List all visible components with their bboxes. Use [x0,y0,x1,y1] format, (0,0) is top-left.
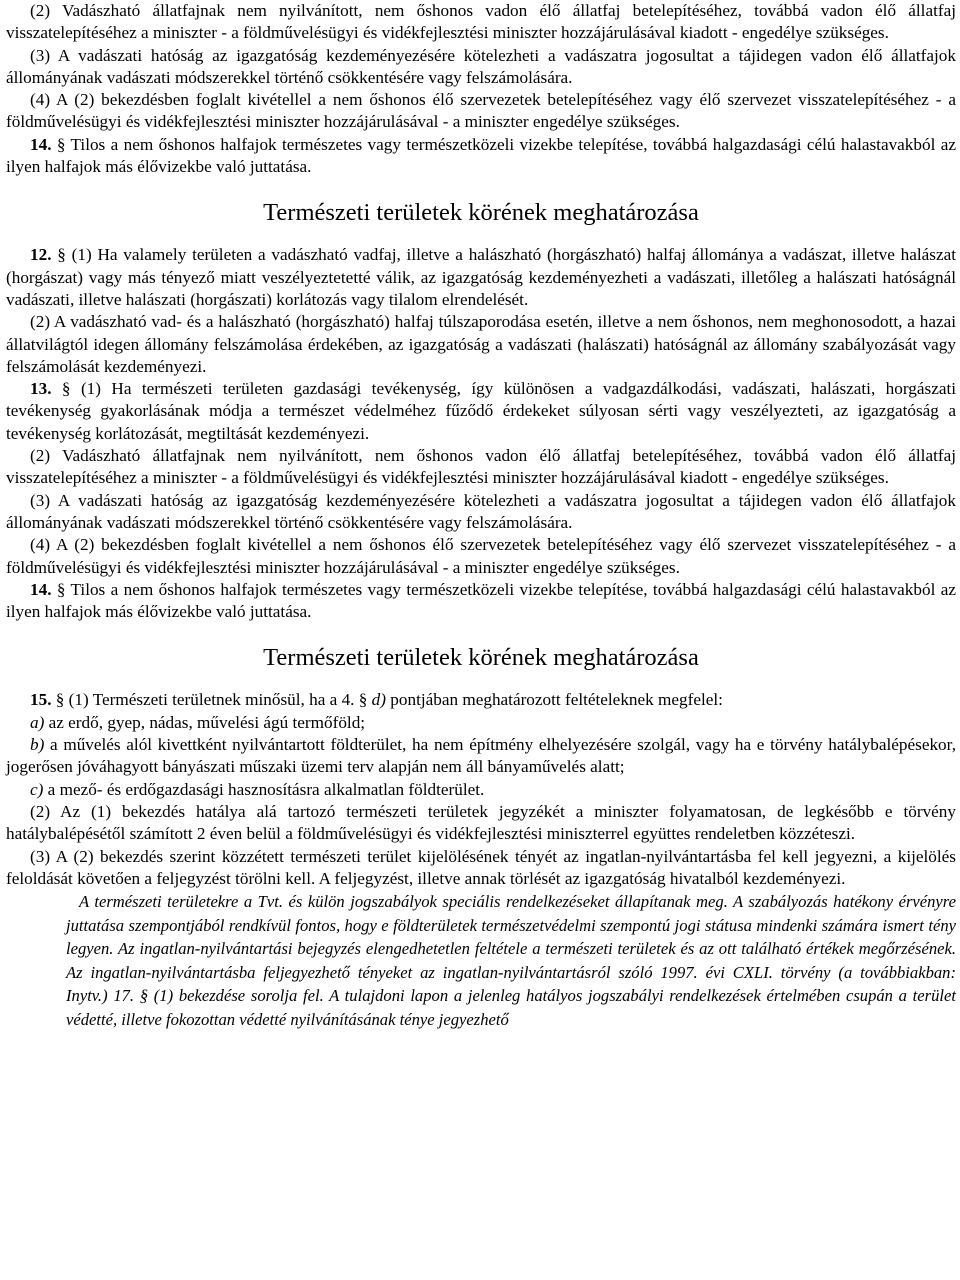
paragraph-b-2: (2) Vadászható állatfajnak nem nyilvánított, nem őshonos vadon élő állatfaj betelepítéséhez, továbbá vadon élő állatfaj visszatelepítéséhez a miniszter - a földművelésügyi és vidékfejlesztési miniszter hozzájárulásával kiadott - engedélye szükséges. [6,446,956,488]
item-marker: b) [30,735,45,755]
paragraph-a-3: (3) A vadászati hatóság az igazgatóság kezdeményezésére kötelezheti a vadászatra jogosultat a tájidegen vadon élő állatfajok állományának vadászati módszerekkel történő csökkentésére vagy felszámolására. [6,45,956,87]
item-text: az erdő, gyep, nádas, művelési ágú termőföld; [44,712,366,732]
section-15-text-before: § (1) Természeti területnek minősül, ha a 4. § [51,690,372,710]
section-12-paragraph-2: (2) A vadászható vad- és a halászható (horgászható) halfaj túlszaporodása esetén, illetve a nem őshonos, nem meghonosodott, a hazai állatvilágtól idegen állomány felszámolása érdekében, az igazgatóság a vadászati (halászati) hatóságnál az állomány szabályozását vagy felszámolását kezdeményezi. [6,312,956,376]
section-14a [6,134,956,179]
section-13 [6,378,956,445]
section-13-text: § (1) Ha természeti területen gazdasági tevékenység, így különösen a vadgazdálkodási, vadászati, halászati, horgászati tevékenység gyakorlásának módja a természet védelméhez fűződő érdekeket súlyosan sérti vagy veszélyezteti, az igazgatóság a tevékenység korlátozását, megtiltását kezdeményezi. [6,379,956,443]
commentary-note [66,890,956,1032]
section-heading-2: Természeti területek körének meghatározása [263,644,699,672]
section-15 [6,689,956,711]
paragraph-b-4: (4) A (2) bekezdésben foglalt kivétellel a nem őshonos élő szervezetek betelepítéséhez vagy élő szervezet visszatelepítéséhez - a földművelésügyi és vidékfejlesztési miniszter hozzájárulásával - a miniszter engedélye szükséges. [6,535,956,577]
section-15-number: 15. [30,690,52,710]
section-14a-text: § Tilos a nem őshonos halfajok természetes vagy természetközeli vizekbe telepítése, továbbá halgazdasági célú halastavakból az ilyen halfajok más élővizekbe való juttatása. [6,134,956,177]
commentary-note-text: A természeti területekre a Tvt. és külön jogszabályok speciális rendelkezéseket állapítanak meg. A szabályozás hatékony érvényre juttatása szempontjából rendkívül fontos, hogy e földterületek természetvédelmi szempontú jogi státusa mindenki számára ismert tény legyen. Az ingatlan-nyilvántartási bejegyzés elengedhetetlen feltétele a természeti területek és az ott található értékek megőrzésének. Az ingatlan-nyilvántartásba feljegyezhető tényeket az ingatlan-nyilvántartásról szóló 1997. évi CXLI. törvény (a továbbiakban: Inytv.) 17. § (1) bekezdése sorolja fel. A tulajdoni lapon a jelenleg hatályos jogszabályi rendelkezések értelmében csupán a terület védetté, illetve fokozottan védetté nyilvánításának ténye jegyezhető [66,892,956,1030]
section-15-text-after: pontjában meghatározott feltételeknek megfelel: [386,690,723,710]
item-marker: c) [30,779,44,799]
section-heading-1: Természeti területek körének meghatározása [263,199,699,227]
item-marker: a) [30,712,45,732]
section-15-text-italic: d) [371,690,386,710]
paragraph-a-4: (4) A (2) bekezdésben foglalt kivétellel a nem őshonos élő szervezetek betelepítéséhez vagy élő szervezet visszatelepítéséhez - a földművelésügyi és vidékfejlesztési miniszter hozzájárulásával - a miniszter engedélye szükséges. [6,90,956,132]
section-12-text: § (1) Ha valamely területen a vadászható vadfaj, illetve a halászható (horgászható) halfaj állománya a vadászat, illetve halászat (horgászat) vagy más tényező miatt veszélyeztetetté válik, az igazgatóság kezdeményezheti a vadászati, illetőleg a halászati hatóságnál vadászati, illetve halászati (horgászati) korlátozás vagy tilalom elrendelését. [6,245,956,309]
item-text: a mező- és erdőgazdasági hasznosításra alkalmatlan földterület. [43,779,485,799]
section-12-number: 12. [30,245,52,265]
section-14b-number: 14. [30,579,52,599]
section-14a-number: 14. [30,134,52,154]
section-15-item-a [6,712,956,734]
section-14b-text: § Tilos a nem őshonos halfajok természetes vagy természetközeli vizekbe telepítése, továbbá halgazdasági célú halastavakból az ilyen halfajok más élővizekbe való juttatása. [6,579,956,622]
section-15-paragraph-2: (2) Az (1) bekezdés hatálya alá tartozó természeti területek jegyzékét a miniszter folyamatosan, de legkésőbb e törvény hatálybalépésétől számított 2 éven belül a földművelésügyi és vidékfejlesztési miniszterrel együttes rendeletben közzéteszi. [6,801,956,844]
section-13-number: 13. [30,379,52,399]
paragraph-b-3: (3) A vadászati hatóság az igazgatóság kezdeményezésére kötelezheti a vadászatra jogosultat a tájidegen vadon élő állatfajok állományának vadászati módszerekkel történő csökkentésére vagy felszámolására. [6,490,956,532]
section-12 [6,244,956,311]
item-text: a művelés alól kivettként nyilvántartott földterület, ha nem építmény elhelyezésére szolgál, vagy ha e törvény hatálybalépésekor, jogerősen jóváhagyott bányászati műszaki üzemi terv alapján nem áll bányaművelés alatt; [6,735,956,777]
section-15-paragraph-3: (3) A (2) bekezdés szerint közzétett természeti terület kijelölésének tényét az ingatlan-nyilvántartásba fel kell jegyezni, a kijelölés feloldását követően a feljegyzést törölni kell. A feljegyzést, illetve annak törlését az igazgatóság hivatalból kezdeményezi. [6,846,956,888]
section-15-item-c [6,779,956,801]
paragraph-a-2: (2) Vadászható állatfajnak nem nyilvánított, nem őshonos vadon élő állatfaj betelepítéséhez, továbbá vadon élő állatfaj visszatelepítéséhez a miniszter - a földművelésügyi és vidékfejlesztési miniszter hozzájárulásával kiadott - engedélye szükséges. [6,1,956,43]
section-14b [6,579,956,624]
section-15-item-b [6,734,956,779]
